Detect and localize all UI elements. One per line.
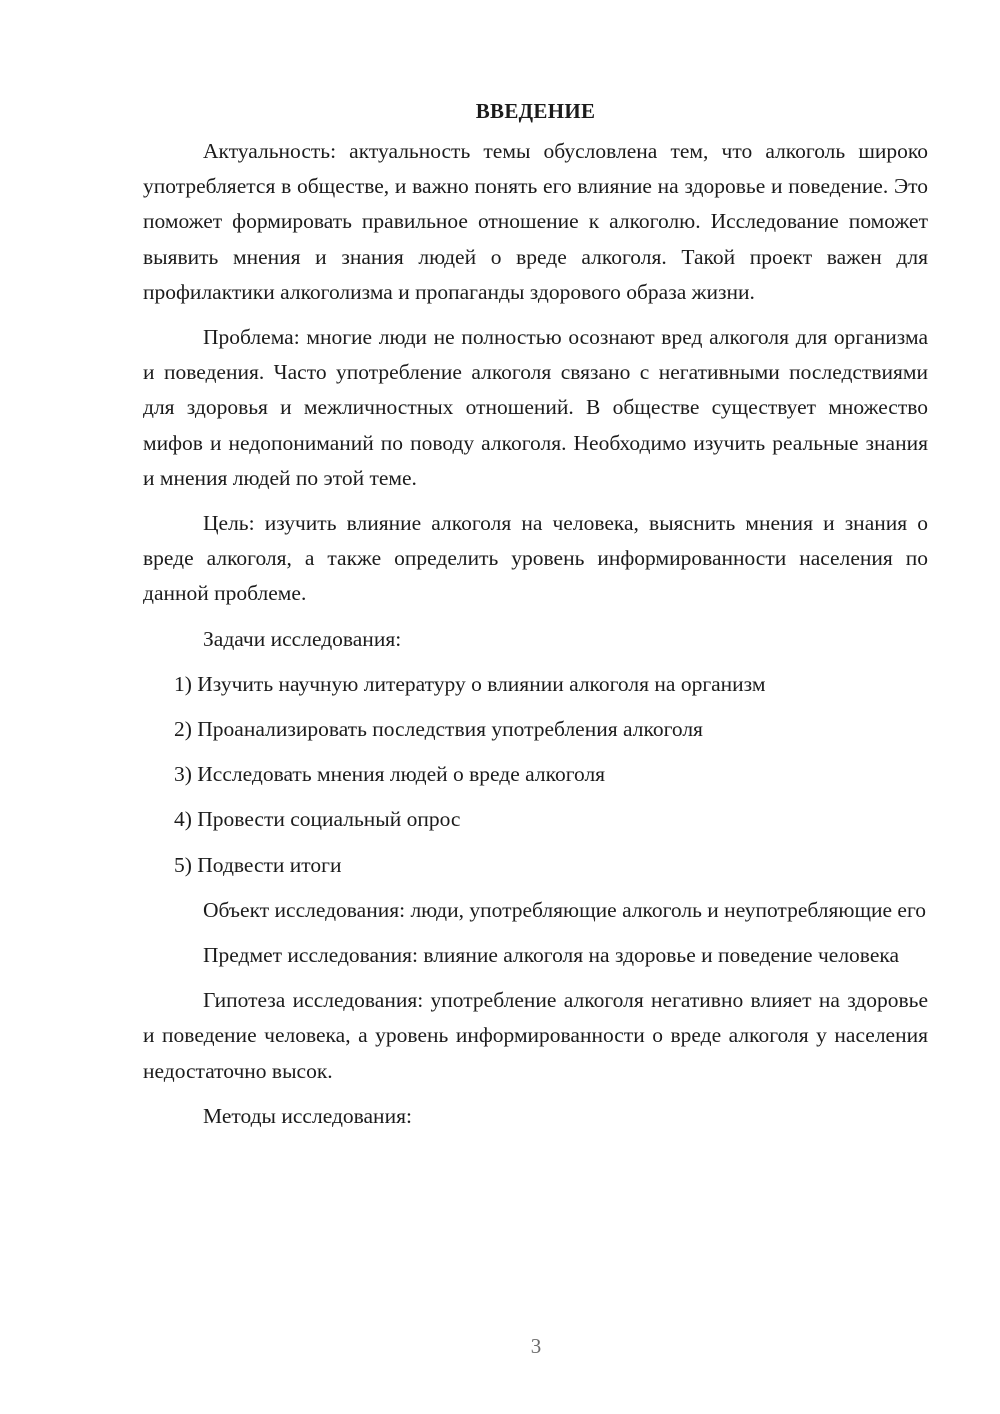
methods-heading: Методы исследования:: [203, 1103, 412, 1128]
list-item: 2) Проанализировать последствия употребления алкоголя: [174, 717, 703, 742]
section-title: ВВЕДЕНИЕ: [475, 99, 596, 123]
paragraph-object: Объект исследования: люди, употребляющие алкоголь и неупотребляющие его: [203, 897, 927, 922]
list-item: 3) Исследовать мнения людей о вреде алкоголя: [174, 762, 606, 787]
paragraph-hypothesis: Гипотеза исследования: употребление алкоголя негативно влияет на здоровье и поведение человека, а уровень информированности о вреде алкоголя у населения недостаточно высок.: [143, 988, 928, 1083]
list-item: 5) Подвести итоги: [174, 852, 342, 877]
paragraph-relevance: Актуальность: актуальность темы обусловлена тем, что алкоголь широко употребляется в обществе, и важно понять его влияние на здоровье и поведение. Это поможет формировать правильное отношение к алкоголю. Исследование поможет выявить мнения и знания людей о вреде алкоголя. Такой проект важен для профилактики алкоголизма и пропаганды здорового образа жизни.: [143, 139, 928, 304]
page-content: [143, 96, 928, 1144]
list-item: 1) Изучить научную литературу о влиянии алкоголя на организм: [174, 671, 766, 696]
list-item: 4) Провести социальный опрос: [174, 807, 461, 832]
paragraph-problem: Проблема: многие люди не полностью осознают вред алкоголя для организма и поведения. Часто употребление алкоголя связано с негативными последствиями для здоровья и межличностных отношений. В обществе существует множество мифов и недопониманий по поводу алкоголя. Необходимо изучить реальные знания и мнения людей по этой теме.: [143, 325, 928, 490]
page-number: 3: [530, 1334, 542, 1358]
tasks-list: [143, 667, 928, 883]
paragraph-goal: Цель: изучить влияние алкоголя на человека, выяснить мнения и знания о вреде алкоголя, а также определить уровень информированности населения по данной проблеме.: [143, 511, 928, 606]
tasks-heading: Задачи исследования:: [203, 626, 402, 651]
paragraph-subject: Предмет исследования: влияние алкоголя на здоровье и поведение человека: [203, 943, 900, 968]
